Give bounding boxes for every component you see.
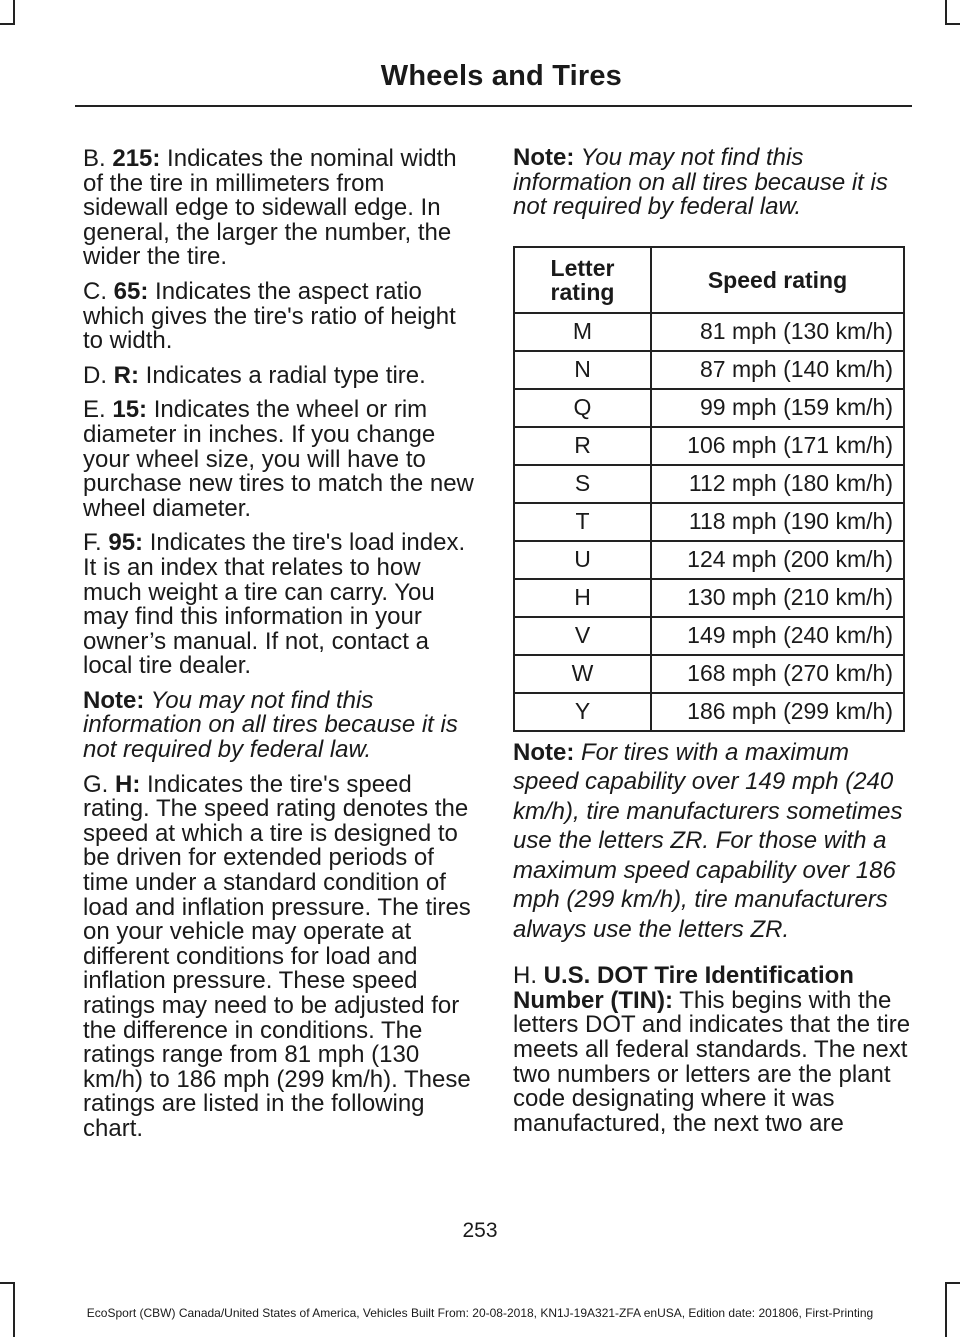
item-letter: B. — [83, 145, 113, 172]
item-term: R: — [113, 361, 139, 389]
table-header-row — [514, 247, 904, 313]
item-letter: C. — [83, 277, 114, 305]
speed-rating-cell: 118 mph (190 km/h) — [651, 503, 904, 541]
item-text: This begins with the letters DOT and indicates that the tire meets all federal standards. The next two numbers or letters are the plant code designating where it was manufactured, the next two are — [513, 986, 911, 1137]
crop-mark — [945, 0, 947, 25]
crop-mark — [945, 1282, 960, 1284]
note-text: For tires with a maximum speed capability over 149 mph (240 km/h), tire manufacturers sometimes use the letters ZR. For those with a maximum speed capability over 186 mph (299 km/h), tire manufacturers always use the letters ZR. — [513, 738, 903, 943]
note-label: Note: — [83, 686, 145, 714]
table-row — [514, 465, 904, 503]
item-text: Indicates the nominal width of the tire in millimeters from sidewall edge to sidewall edge. In general, the larger the number, the wider the tire. — [83, 145, 457, 271]
table-row — [514, 389, 904, 427]
table-row — [514, 427, 904, 465]
letter-rating-cell: Q — [514, 389, 651, 427]
table-row — [514, 655, 904, 693]
letter-rating-cell: U — [514, 541, 651, 579]
item-text: Indicates the tire's speed rating. The speed rating denotes the speed at which a tire is designed to be driven for extended periods of time under a standard condition of load and inflation pressure. The tires on your vehicle may operate at different conditions for load and inflation pressure. These speed ratings may need to be adjusted for the difference in conditions. The ratings range from 81 mph (130 km/h) to 186 mph (299 km/h). These ratings are listed in the following chart. — [83, 770, 471, 1142]
speed-rating-cell: 112 mph (180 km/h) — [651, 465, 904, 503]
speed-rating-cell: 87 mph (140 km/h) — [651, 351, 904, 389]
item-letter: H. — [513, 962, 544, 990]
table-row — [514, 351, 904, 389]
left-column — [83, 147, 476, 1152]
letter-rating-cell: M — [514, 313, 651, 351]
note-zr-letters — [513, 738, 913, 945]
item-text: Indicates a radial type tire. — [139, 361, 426, 389]
speed-rating-cell: 130 mph (210 km/h) — [651, 579, 904, 617]
item-term: 15: — [112, 396, 148, 424]
item-g — [83, 770, 476, 1142]
column-header-speed: Speed rating — [651, 247, 904, 313]
item-text: Indicates the aspect ratio which gives the tire's ratio of height to width. — [83, 277, 456, 355]
item-term: 215: — [112, 145, 161, 172]
speed-rating-cell: 81 mph (130 km/h) — [651, 313, 904, 351]
letter-rating-cell: R — [514, 427, 651, 465]
item-term: U.S. DOT Tire Identification Number (TIN): — [513, 962, 854, 1014]
note-label: Note: — [513, 738, 575, 766]
note-federal-law — [513, 146, 913, 220]
page-number: 253 — [462, 1219, 498, 1242]
letter-rating-cell: W — [514, 655, 651, 693]
speed-rating-cell: 149 mph (240 km/h) — [651, 617, 904, 655]
letter-rating-cell: N — [514, 351, 651, 389]
table-row — [514, 693, 904, 731]
table-row — [514, 503, 904, 541]
item-f — [83, 531, 476, 679]
note-text: You may not find this information on all tires because it is not required by federal law. — [513, 144, 888, 221]
table-row — [514, 579, 904, 617]
page-title: Wheels and Tires — [380, 60, 622, 92]
speed-rating-cell: 168 mph (270 km/h) — [651, 655, 904, 693]
item-letter: E. — [83, 396, 113, 424]
column-header-letter: Letter rating — [514, 247, 651, 313]
crop-mark — [13, 0, 15, 25]
speed-rating-cell: 99 mph (159 km/h) — [651, 389, 904, 427]
item-h — [513, 964, 913, 1136]
letter-rating-cell: T — [514, 503, 651, 541]
table-row — [514, 541, 904, 579]
letter-rating-cell: S — [514, 465, 651, 503]
item-e — [83, 398, 476, 521]
item-letter: D. — [83, 361, 114, 389]
speed-rating-cell: 186 mph (299 km/h) — [651, 693, 904, 731]
item-text: Indicates the wheel or rim diameter in inches. If you change your wheel size, you will have to purchase new tires to match the new wheel diameter. — [83, 396, 474, 522]
speed-rating-table — [513, 246, 905, 732]
table-row — [514, 313, 904, 351]
item-term: 65: — [113, 277, 149, 305]
item-b — [83, 147, 476, 270]
table-row — [514, 617, 904, 655]
item-text: Indicates the tire's load index. It is an index that relates to how much weight a tire can carry. You may find this information in your owner’s manual. If not, contact a local tire dealer. — [83, 529, 466, 680]
item-d — [83, 361, 476, 389]
speed-rating-cell: 106 mph (171 km/h) — [651, 427, 904, 465]
header-divider — [75, 105, 912, 107]
footer-text: EcoSport (CBW) Canada/United States of America, Vehicles Built From: 20-08-2018, KN1J-19A321-ZFA enUSA, Edition date: 201806, First-Printing — [86, 1306, 874, 1320]
right-column — [513, 146, 913, 1146]
letter-rating-cell: H — [514, 579, 651, 617]
note-text: You may not find this information on all tires because it is not required by federal law. — [83, 686, 458, 764]
crop-mark — [0, 23, 15, 25]
item-term: H: — [115, 770, 141, 798]
item-c — [83, 277, 476, 355]
note-federal-law — [83, 686, 476, 764]
crop-mark — [0, 1282, 15, 1284]
crop-mark — [945, 23, 960, 25]
letter-rating-cell: Y — [514, 693, 651, 731]
note-label: Note: — [513, 144, 575, 171]
letter-rating-cell: V — [514, 617, 651, 655]
speed-rating-cell: 124 mph (200 km/h) — [651, 541, 904, 579]
item-term: 95: — [108, 529, 144, 557]
item-letter: F. — [83, 529, 109, 557]
item-letter: G. — [83, 770, 116, 798]
